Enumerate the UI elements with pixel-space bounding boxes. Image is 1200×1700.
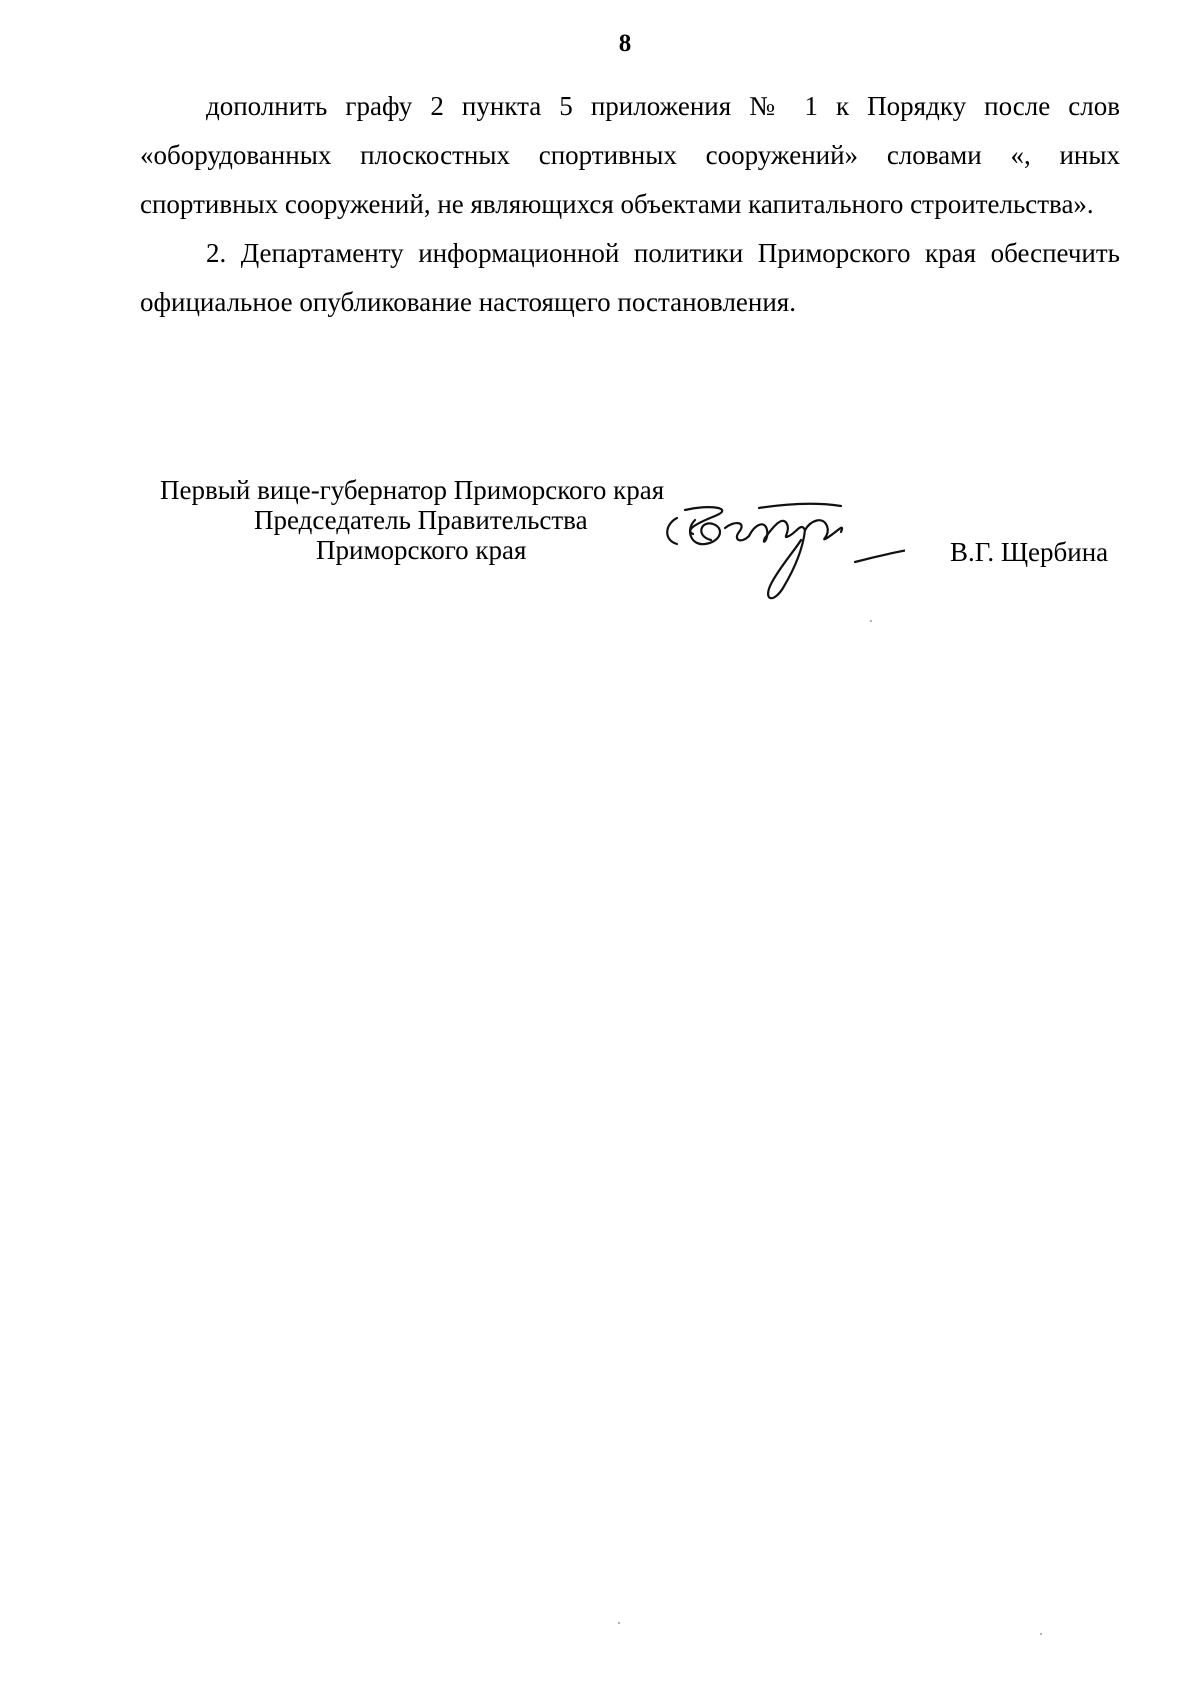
handwritten-signature xyxy=(655,500,905,625)
signer-name: В.Г. Щербина xyxy=(950,537,1109,567)
scan-speck xyxy=(870,620,872,622)
paragraph-amendment: дополнить графу 2 пункта 5 приложения № 1 к Порядку после слов «оборудованных плоскостных спортивных сооружений» словами «, иных спортивных сооружений, не являющихся объектами капитального строительства». xyxy=(140,91,1120,219)
signer-position-line-1: Первый вице-губернатор Приморского края xyxy=(160,475,665,505)
body-text xyxy=(140,82,1120,327)
signer-position-line-3: Приморского края xyxy=(316,535,527,565)
page-number: 8 xyxy=(618,30,632,57)
signature-position-block xyxy=(160,475,700,565)
paragraph-publication: 2. Департаменту информационной политики Приморского края обеспечить официальное опубликование настоящего постановления. xyxy=(140,238,1120,317)
scan-speck xyxy=(618,1622,620,1624)
scan-speck xyxy=(1040,1633,1042,1635)
signer-position-line-2: Председатель Правительства xyxy=(254,505,588,535)
